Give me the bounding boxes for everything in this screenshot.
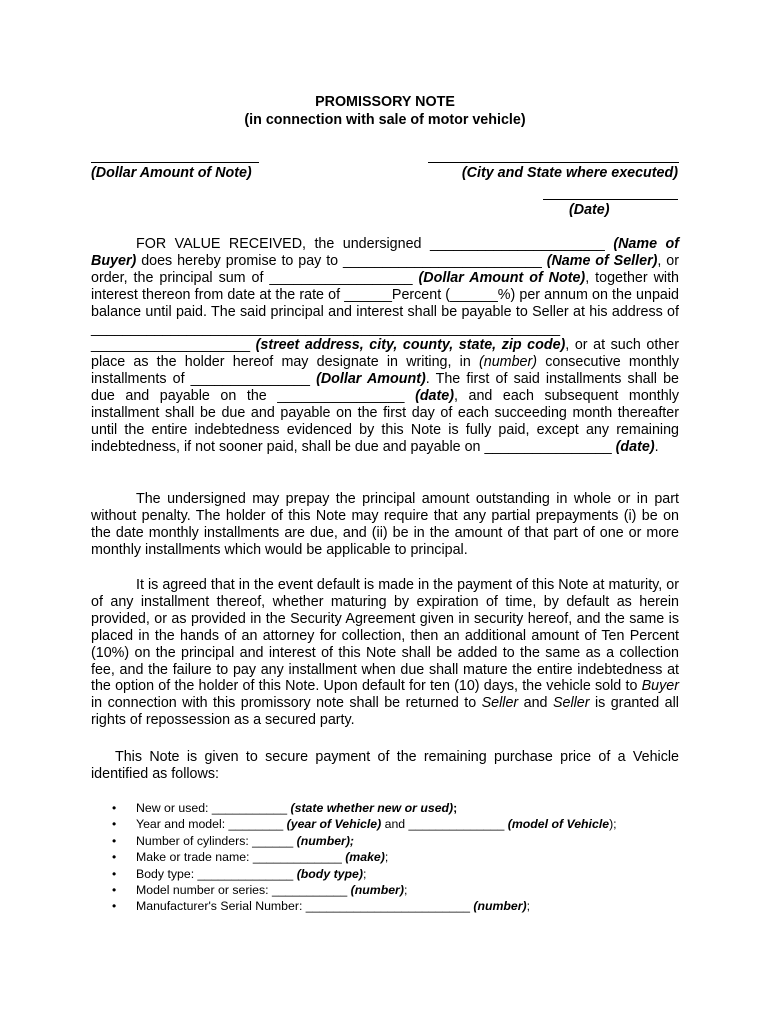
paragraph-default xyxy=(91,577,679,729)
list-item-make xyxy=(110,849,617,865)
text: . xyxy=(654,438,659,455)
text: ; xyxy=(362,866,367,881)
text: FOR VALUE RECEIVED, the undersigned ______________________ xyxy=(136,236,614,252)
list-item-year-model xyxy=(110,816,617,832)
text: , or at such other place as the holder hereof may designate in writing, in xyxy=(91,337,679,371)
bullet-icon: • xyxy=(112,833,117,848)
seller-term: Seller xyxy=(481,695,519,712)
text: ; xyxy=(384,850,389,865)
dollar-amount-label: (Dollar Amount of Note) xyxy=(91,165,252,181)
hint: (model of Vehicle xyxy=(507,817,610,832)
text: in connection with this promissory note shall be returned to xyxy=(91,695,482,712)
hint: (state whether new or used) xyxy=(290,801,454,815)
paragraph-prepayment xyxy=(91,491,679,559)
text: Model number or series: ___________ xyxy=(136,883,351,898)
text: does hereby promise to pay to _________________________ xyxy=(136,252,547,269)
text: . The first of said installments shall be due and payable on the ________________ xyxy=(91,371,679,405)
text: , and each subsequent monthly installment shall be due and payable on the first day of each succeeding month thereafter until the entire indebtedness evidenced by this Note is fully paid, except any remaining indebtedness, if not sooner paid, shall be due and payable on ________________ xyxy=(91,388,679,455)
hint: (body type) xyxy=(296,866,363,881)
dollar-amount-blank xyxy=(91,162,259,163)
list-item-serial-number xyxy=(110,898,617,914)
text: Make or trade name: _____________ xyxy=(136,850,346,865)
text: Year and model: ________ xyxy=(136,817,287,832)
text: ; xyxy=(403,883,408,898)
text: consecutive monthly installments of _______________ xyxy=(91,354,679,388)
document-subtitle: (in connection with sale of motor vehicle) xyxy=(244,112,526,128)
list-item-cylinders xyxy=(110,833,617,849)
text: , or order, the principal sum of __________________ xyxy=(91,252,679,286)
date-label: (Date) xyxy=(569,202,610,218)
bullet-icon: • xyxy=(112,850,117,865)
city-state-label: (City and State where executed) xyxy=(461,165,678,181)
bullet-icon: • xyxy=(112,801,117,815)
buyer-term: Buyer xyxy=(641,678,679,695)
text: Body type: ______________ xyxy=(136,866,297,881)
text: Manufacturer's Serial Number: ________________________ xyxy=(136,899,474,914)
text: New or used: ___________ xyxy=(136,801,291,815)
text: The undersigned may prepay the principal amount outstanding in whole or in part without penalty. The holder of this Note may require that any partial prepayments (i) be on the date monthly installments are due, and (ii) be in the amount of that part of one or more monthly installments which would be applicable to principal. xyxy=(91,491,679,558)
paragraph-payment-terms xyxy=(91,236,679,456)
text: ; xyxy=(453,801,458,815)
hint: (number); xyxy=(296,833,355,848)
text: It is agreed that in the event default is made in the payment of this Note at maturity, or of any installment thereof, whether maturing by expiration of time, by default as herein provided, or as provided in the Security Agreement given in security hereof, and the same is placed in the hands of an attorney for collection, then an additional amount of Ten Percent (10%) on the principal and interest of this Note shall be added to the same as a collection fee, and the failure to pay any installment when due shall mature the entire indebtedness at the option of the holder of this Note. Upon default for ten (10) days, the vehicle sold to xyxy=(91,577,679,695)
list-item-model-number xyxy=(110,882,617,898)
installment-amount-hint: (Dollar Amount) xyxy=(316,371,426,388)
seller-term: Seller xyxy=(552,695,590,712)
text: Number of cylinders: ______ xyxy=(136,833,297,848)
hint: (year of Vehicle) xyxy=(286,817,382,832)
paragraph-vehicle-intro xyxy=(91,749,679,783)
hint: (number) xyxy=(473,899,527,914)
text: , together with interest thereon from date at the rate of ______Percent (______%) per annum on the unpaid balance until paid. The said principal and interest shall be payable to Seller at his address of ___________________________________________________________ ____________________ xyxy=(91,269,679,354)
text: and xyxy=(518,695,553,712)
list-item-new-or-used xyxy=(110,800,617,816)
hint: (make) xyxy=(345,850,385,865)
seller-name-hint: (Name of Seller) xyxy=(546,252,658,269)
vehicle-details-list xyxy=(110,800,617,915)
text: This Note is given to secure payment of the remaining purchase price of a Vehicle identified as follows: xyxy=(91,749,679,782)
address-hint: (street address, city, county, state, zip code) xyxy=(255,337,566,354)
first-due-date-hint: (date) xyxy=(415,388,454,405)
buyer-name-hint: (Name of Buyer) xyxy=(91,236,679,269)
text: and ______________ xyxy=(381,817,508,832)
bullet-icon: • xyxy=(112,899,117,914)
document-title: PROMISSORY NOTE xyxy=(315,94,455,110)
text: ; xyxy=(526,899,531,914)
bullet-icon: • xyxy=(112,883,117,898)
text: is granted all rights of repossession as a secured party. xyxy=(91,695,679,729)
dollar-amount-hint: (Dollar Amount of Note) xyxy=(418,269,586,286)
text: ); xyxy=(609,817,617,832)
list-item-body-type xyxy=(110,866,617,882)
city-state-blank xyxy=(428,162,679,163)
number-hint: (number) xyxy=(479,354,538,371)
bullet-icon: • xyxy=(112,817,117,832)
final-due-date-hint: (date) xyxy=(615,438,655,455)
hint: (number) xyxy=(350,883,404,898)
date-blank xyxy=(543,199,678,200)
bullet-icon: • xyxy=(112,866,117,881)
